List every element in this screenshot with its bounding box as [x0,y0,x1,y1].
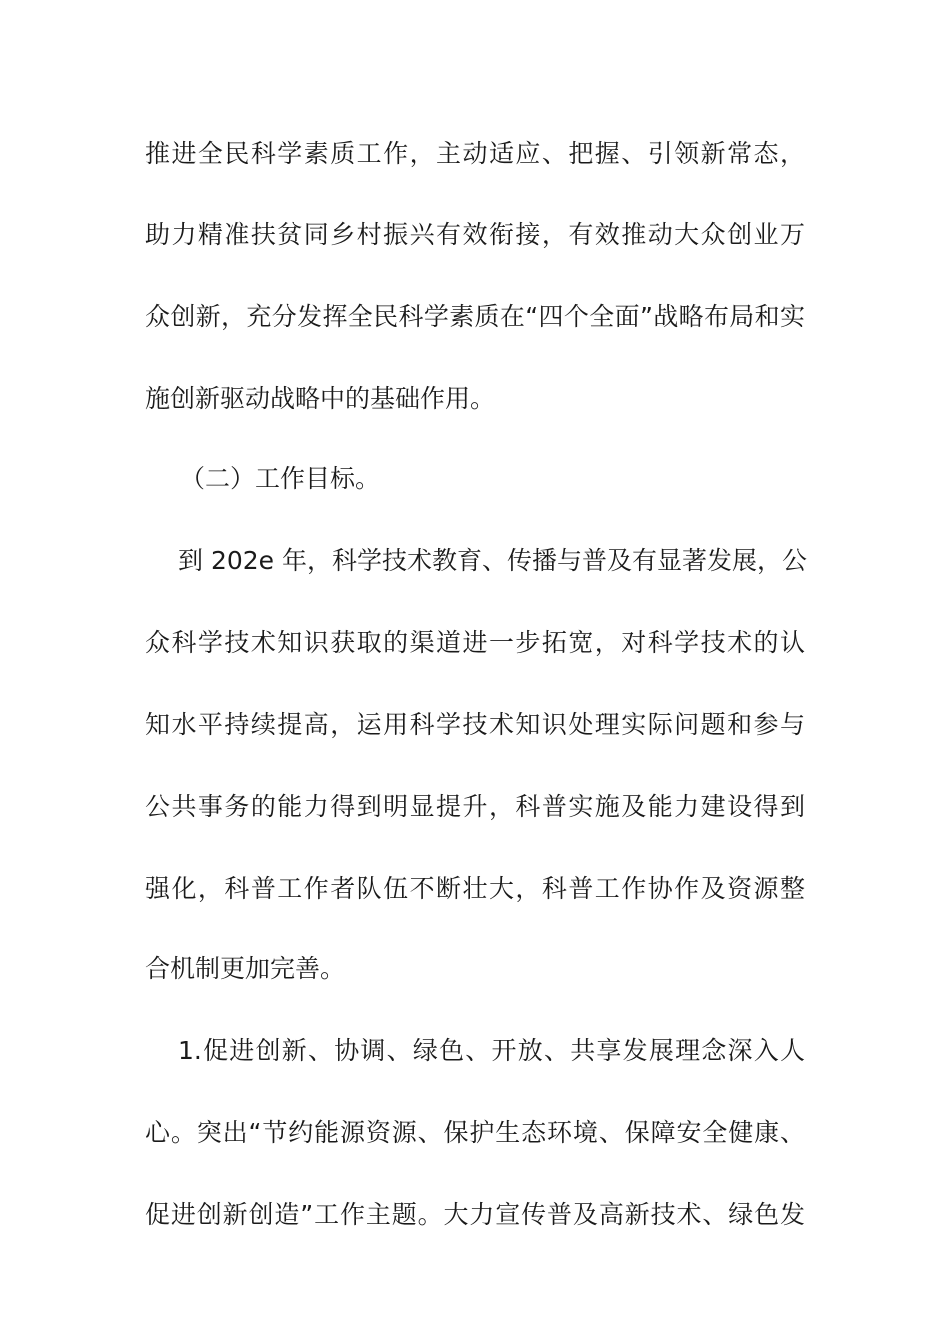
paragraph-line: 合机制更加完善。 [145,954,346,983]
paragraph-line: 推进全民科学素质工作，主动适应、把握、引领新常态， [145,139,805,168]
paragraph-line: 到 202e 年，科学技术教育、传播与普及有显著发展，公 [178,546,807,575]
paragraph-line: 强化，科普工作者队伍不断壮大，科普工作协作及资源整 [145,874,805,903]
paragraph-line: 促进创新创造”工作主题。大力宣传普及高新技术、绿色发 [145,1200,805,1229]
paragraph-line: 众科学技术知识获取的渠道进一步拓宽，对科学技术的认 [145,628,805,657]
paragraph-line: 公共事务的能力得到明显提升，科普实施及能力建设得到 [145,792,805,821]
paragraph-line: 众创新，充分发挥全民科学素质在“四个全面”战略布局和实 [145,302,805,331]
paragraph-line: 1.促进创新、协调、绿色、开放、共享发展理念深入人 [178,1036,805,1065]
paragraph-line: 助力精准扶贫同乡村振兴有效衔接，有效推动大众创业万 [145,220,805,249]
paragraph-line: 知水平持续提高，运用科学技术知识处理实际问题和参与 [145,710,805,739]
paragraph-line: 施创新驱动战略中的基础作用。 [145,384,496,413]
paragraph-line: 心。突出“节约能源资源、保护生态环境、保障安全健康、 [145,1118,805,1147]
section-heading: （二）工作目标。 [180,464,381,493]
